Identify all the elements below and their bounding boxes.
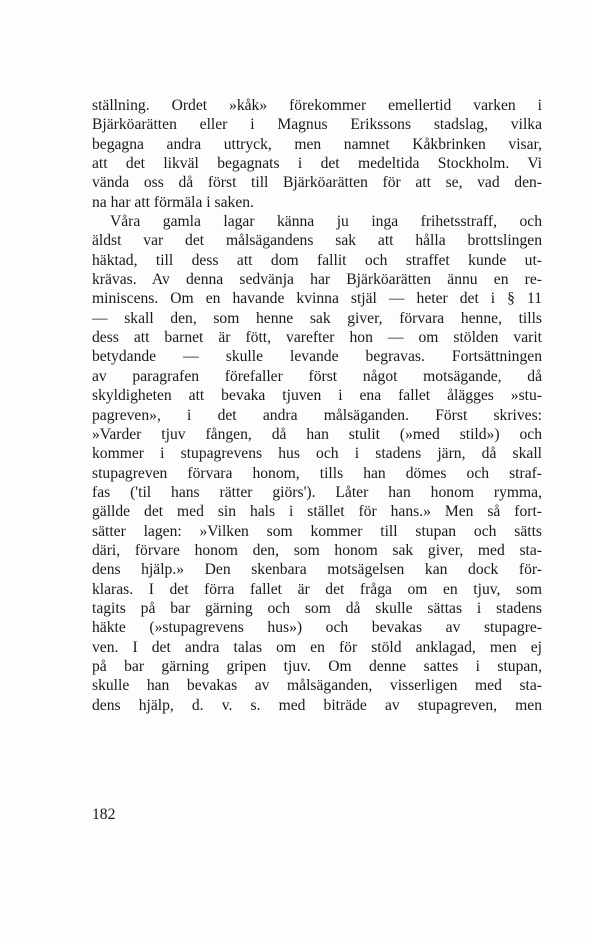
text-line: ven. I det andra talas om en för stöld anklagad, men ej	[92, 638, 542, 656]
text-line: häktad, till dess att dom fallit och straffet kunde ut-	[92, 251, 542, 269]
text-line: gällde det med sin hals i stället för hans.» Men så fort-	[92, 503, 542, 521]
text-line: dens hjälp, d. v. s. med biträde av stupagreven, men	[92, 696, 542, 714]
text-line: fas ('til hans rätter giörs'). Låter han honom rymma,	[92, 483, 542, 501]
text-line: Våra gamla lagar känna ju inga frihetsstraff, och	[110, 213, 542, 231]
text-line: dens hjälp.» Den skenbara motsägelsen kan dock för-	[92, 561, 542, 579]
text-line: betydande — skulle levande begravas. Fortsättningen	[92, 348, 542, 366]
text-line: ställning. Ordet »kåk» förekommer emellertid varken i	[92, 97, 542, 114]
text-line: att det likväl begagnats i det medeltida Stockholm. Vi	[92, 155, 542, 173]
text-line: krävas. Av denna sedvänja har Bjärköarätten ännu en re-	[92, 271, 542, 289]
body-text	[92, 96, 542, 715]
text-line: sätter lagen: »Vilken som kommer till stupan och sätts	[92, 522, 542, 540]
text-line: skulle han bevakas av målsäganden, visserligen med sta-	[92, 677, 542, 695]
text-line: tagits på bar gärning och som då skulle sättas i stadens	[92, 599, 542, 617]
text-line: däri, förvare honom den, som honom sak giver, med sta-	[92, 541, 542, 559]
text-line: dess att barnet är fött, varefter hon — om stölden varit	[92, 329, 542, 347]
text-line: vända oss då först till Bjärköarätten för att se, vad den-	[92, 174, 542, 192]
text-line: av paragrafen förefaller först något motsägande, då	[92, 367, 542, 385]
text-line: Bjärköarätten eller i Magnus Erikssons stadslag, vilka	[92, 116, 542, 134]
page-number: 182	[92, 806, 116, 823]
text-line: pagreven», i det andra målsäganden. Först skrives:	[92, 406, 542, 424]
text-line: klaras. I det förra fallet är det fråga om en tjuv, som	[92, 580, 542, 598]
text-line: skyldigheten att bevaka tjuven i ena fallet ålägges »stu-	[92, 387, 542, 405]
text-line: — skall den, som henne sak giver, förvara henne, tills	[92, 309, 542, 327]
text-line: miniscens. Om en havande kvinna stjäl — heter det i § 11	[92, 290, 542, 308]
text-line: på bar gärning gripen tjuv. Om denne sattes i stupan,	[92, 657, 542, 675]
text-line: stupagreven förvara honom, tills han dömes och straf-	[92, 464, 542, 482]
text-line: äldst var det målsägandens sak att hålla brottslingen	[92, 232, 542, 250]
text-line: begagna andra uttryck, men namnet Kåkbrinken visar,	[92, 135, 542, 153]
text-line: häkte (»stupagrevens hus») och bevakas av stupagre-	[92, 619, 542, 637]
text-line: kommer i stupagrevens hus och i stadens järn, då skall	[92, 445, 542, 463]
text-line: »Varder tjuv fången, då han stulit (»med stild») och	[92, 425, 542, 443]
text-line: na har att förmäla i saken.	[92, 193, 254, 211]
